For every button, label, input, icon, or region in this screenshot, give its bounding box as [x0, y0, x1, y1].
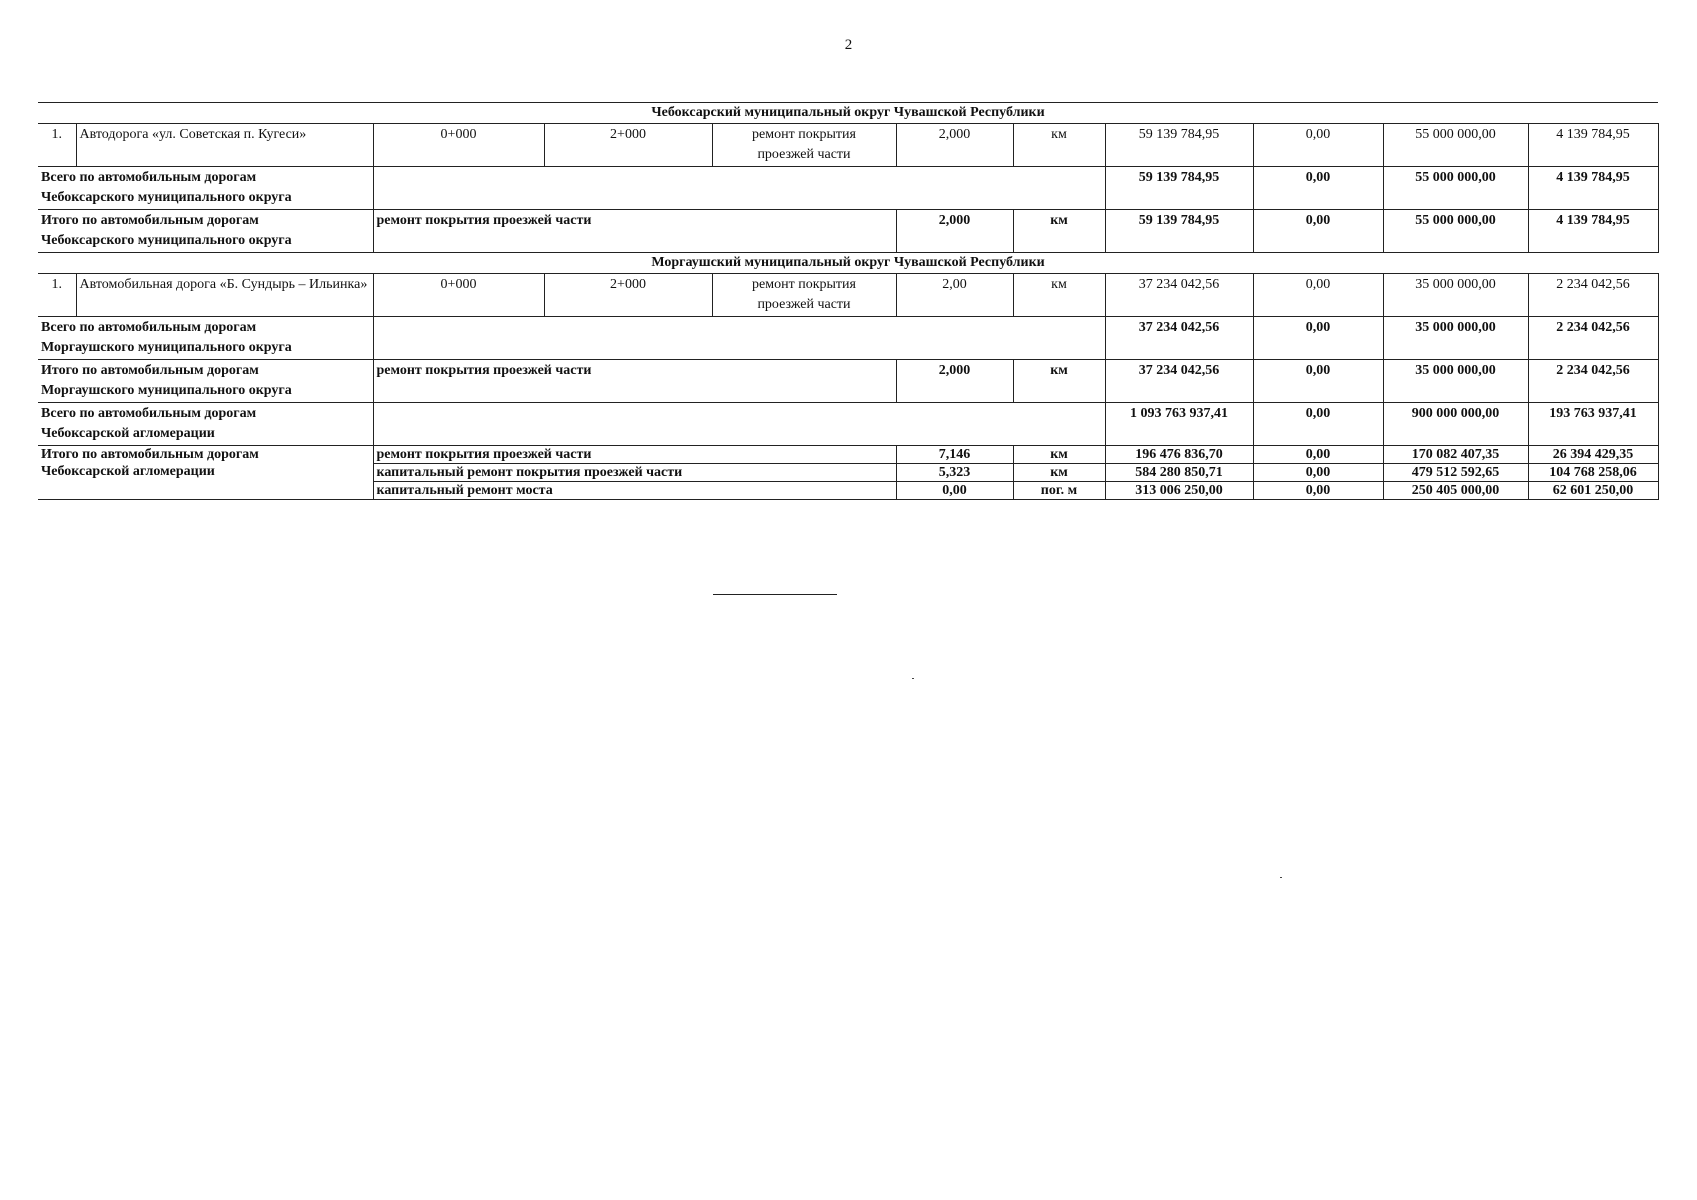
total-amount: 196 476 836,70 [1105, 446, 1253, 464]
amount-col2: 0,00 [1253, 167, 1383, 210]
vsego-row [38, 167, 1658, 210]
vsego-label-line2: Чебоксарской агломерации [41, 426, 215, 441]
amount-col4: 62 601 250,00 [1528, 482, 1658, 500]
length-unit: пог. м [1013, 482, 1105, 500]
length-unit: км [1013, 210, 1105, 253]
amount-col2: 0,00 [1253, 464, 1383, 482]
itogo-label [38, 360, 373, 403]
amount-col2: 0,00 [1253, 360, 1383, 403]
vsego-label-line2: Чебоксарского муниципального округа [41, 190, 292, 205]
length-unit: км [1013, 274, 1105, 317]
amount-col3: 479 512 592,65 [1383, 464, 1528, 482]
work-type-line1: ремонт покрытия [752, 277, 856, 292]
row-number: 1. [38, 274, 76, 317]
road-start: 0+000 [373, 124, 544, 167]
work-type: капитальный ремонт моста [373, 482, 896, 500]
amount-col4: 26 394 429,35 [1528, 446, 1658, 464]
total-amount: 37 234 042,56 [1105, 317, 1253, 360]
end-of-document-rule [713, 594, 837, 595]
amount-col3: 170 082 407,35 [1383, 446, 1528, 464]
scan-speck [1280, 877, 1282, 878]
road-length: 5,323 [896, 464, 1013, 482]
amount-col3: 250 405 000,00 [1383, 482, 1528, 500]
road-length: 2,000 [896, 124, 1013, 167]
work-type: ремонт покрытия проезжей части [373, 446, 896, 464]
work-type-line2: проезжей части [757, 147, 851, 162]
road-name: Автомобильная дорога «Б. Сундырь – Ильинка» [76, 274, 373, 317]
work-type: капитальный ремонт покрытия проезжей части [373, 464, 896, 482]
itogo-label-line1: Итого по автомобильным дорогам [41, 447, 259, 462]
vsego-label [38, 167, 373, 210]
length-unit: км [1013, 360, 1105, 403]
row-number: 1. [38, 124, 76, 167]
vsego-label-line1: Всего по автомобильным дорогам [41, 406, 257, 421]
road-length: 7,146 [896, 446, 1013, 464]
amount-col4: 4 139 784,95 [1528, 210, 1658, 253]
empty-cell [373, 403, 1105, 446]
amount-col3: 35 000 000,00 [1383, 317, 1528, 360]
work-type: ремонт покрытия проезжей части [373, 360, 896, 403]
road-end: 2+000 [544, 274, 712, 317]
section-title: Моргаушский муниципальный округ Чувашской Республики [38, 253, 1658, 274]
amount-col2: 0,00 [1253, 446, 1383, 464]
amount-col4: 2 234 042,56 [1528, 274, 1658, 317]
total-amount: 59 139 784,95 [1105, 210, 1253, 253]
length-unit: км [1013, 446, 1105, 464]
page-number: 2 [844, 37, 853, 53]
itogo-row [38, 210, 1658, 253]
total-amount: 59 139 784,95 [1105, 167, 1253, 210]
road-row [38, 124, 1658, 167]
amount-col4: 2 234 042,56 [1528, 360, 1658, 403]
length-unit: км [1013, 464, 1105, 482]
amount-col3: 900 000 000,00 [1383, 403, 1528, 446]
agglomeration-itogo-row [38, 446, 1658, 464]
section-header-row [38, 103, 1658, 124]
road-length: 2,000 [896, 210, 1013, 253]
vsego-label-line1: Всего по автомобильным дорогам [41, 320, 257, 335]
vsego-row [38, 317, 1658, 360]
vsego-label [38, 317, 373, 360]
road-length: 0,00 [896, 482, 1013, 500]
road-name: Автодорога «ул. Советская п. Кугеси» [76, 124, 373, 167]
road-length: 2,00 [896, 274, 1013, 317]
vsego-label [38, 403, 373, 446]
itogo-row [38, 360, 1658, 403]
amount-col2: 0,00 [1253, 274, 1383, 317]
total-amount: 59 139 784,95 [1105, 124, 1253, 167]
empty-cell [373, 317, 1105, 360]
amount-col4: 104 768 258,06 [1528, 464, 1658, 482]
amount-col3: 35 000 000,00 [1383, 360, 1528, 403]
amount-col3: 55 000 000,00 [1383, 167, 1528, 210]
amount-col3: 35 000 000,00 [1383, 274, 1528, 317]
road-repair-table [38, 102, 1659, 500]
scan-speck [912, 678, 914, 679]
total-amount: 584 280 850,71 [1105, 464, 1253, 482]
vsego-label-line1: Всего по автомобильным дорогам [41, 170, 257, 185]
itogo-label-line1: Итого по автомобильным дорогам [41, 213, 259, 228]
road-row [38, 274, 1658, 317]
work-type-line1: ремонт покрытия [752, 127, 856, 142]
total-amount: 313 006 250,00 [1105, 482, 1253, 500]
road-start: 0+000 [373, 274, 544, 317]
amount-col2: 0,00 [1253, 403, 1383, 446]
work-type [712, 274, 896, 317]
itogo-label-line2: Чебоксарской агломерации [41, 464, 215, 479]
section-title: Чебоксарский муниципальный округ Чувашской Республики [38, 103, 1658, 124]
work-type-line2: проезжей части [757, 297, 851, 312]
amount-col3: 55 000 000,00 [1383, 124, 1528, 167]
itogo-label-line1: Итого по автомобильным дорогам [41, 363, 259, 378]
work-type: ремонт покрытия проезжей части [373, 210, 896, 253]
amount-col4: 4 139 784,95 [1528, 124, 1658, 167]
itogo-label-line2: Моргаушского муниципального округа [41, 383, 292, 398]
amount-col2: 0,00 [1253, 317, 1383, 360]
amount-col2: 0,00 [1253, 124, 1383, 167]
road-end: 2+000 [544, 124, 712, 167]
work-type [712, 124, 896, 167]
amount-col2: 0,00 [1253, 482, 1383, 500]
section-header-row [38, 253, 1658, 274]
amount-col2: 0,00 [1253, 210, 1383, 253]
itogo-label [38, 210, 373, 253]
total-amount: 37 234 042,56 [1105, 274, 1253, 317]
agglomeration-vsego-row [38, 403, 1658, 446]
total-amount: 37 234 042,56 [1105, 360, 1253, 403]
amount-col4: 4 139 784,95 [1528, 167, 1658, 210]
total-amount: 1 093 763 937,41 [1105, 403, 1253, 446]
length-unit: км [1013, 124, 1105, 167]
empty-cell [373, 167, 1105, 210]
itogo-label-line2: Чебоксарского муниципального округа [41, 233, 292, 248]
itogo-label [38, 446, 373, 500]
amount-col4: 193 763 937,41 [1528, 403, 1658, 446]
amount-col3: 55 000 000,00 [1383, 210, 1528, 253]
amount-col4: 2 234 042,56 [1528, 317, 1658, 360]
road-length: 2,000 [896, 360, 1013, 403]
vsego-label-line2: Моргаушского муниципального округа [41, 340, 292, 355]
